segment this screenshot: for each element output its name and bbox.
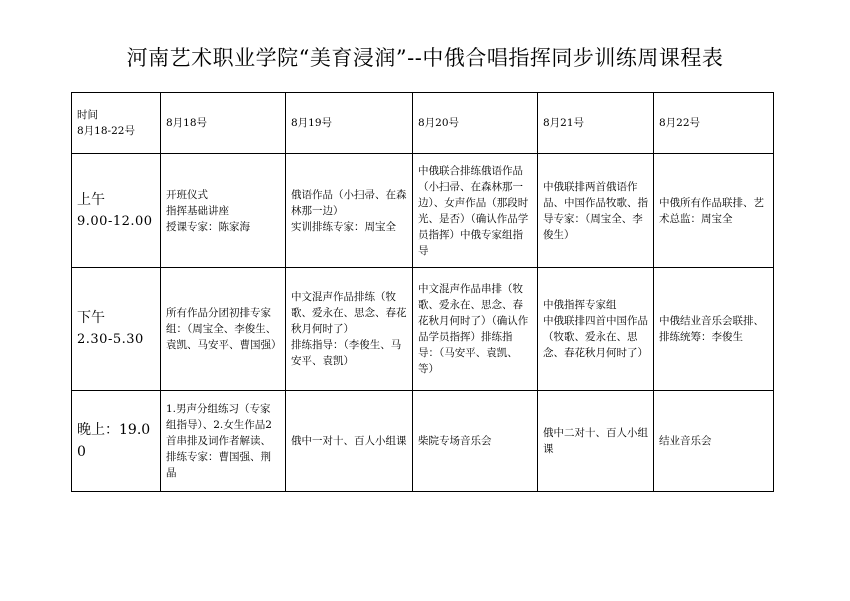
schedule-cell bbox=[413, 154, 538, 268]
day-header-cell: 8月22号 bbox=[654, 93, 774, 154]
evening-row bbox=[72, 391, 774, 492]
cell-line: 所有作品分团初排专家组：（周宝全、李俊生、袁凯、马安平、曹国强） bbox=[166, 307, 282, 351]
schedule-cell bbox=[161, 391, 286, 492]
cell-line: 授课专家：陈家海 bbox=[166, 220, 250, 233]
cell-line: 实训排练专家：周宝全 bbox=[291, 220, 396, 233]
page-title: 河南艺术职业学院“美育浸润”--中俄合唱指挥同步训练周课程表 bbox=[126, 46, 724, 70]
cell-line: 中文混声作品排练（牧歌、爱永在、思念、春花秋月何时了） bbox=[291, 291, 407, 335]
schedule-cell bbox=[654, 154, 774, 268]
time-header-label: 时间 bbox=[77, 109, 98, 121]
cell-line: 中俄结业音乐会联排、排练统筹：李俊生 bbox=[659, 315, 764, 343]
schedule-cell bbox=[538, 268, 654, 391]
day-header-cell: 8月20号 bbox=[413, 93, 538, 154]
period-label: 上午 bbox=[77, 191, 105, 208]
period-label: 下午 bbox=[77, 310, 105, 326]
schedule-cell bbox=[161, 268, 286, 391]
day-header-cell: 8月18号 bbox=[161, 93, 286, 154]
schedule-cell bbox=[538, 154, 654, 268]
schedule-cell bbox=[286, 154, 413, 268]
cell-line: 中俄联排四首中国作品（牧歌、爱永在、思念、春花秋月何时了） bbox=[543, 315, 648, 359]
schedule-cell bbox=[413, 391, 538, 492]
cell-line: 结业音乐会 bbox=[659, 435, 712, 447]
schedule-cell bbox=[538, 391, 654, 492]
cell-line: 俄中二对十、百人小组课 bbox=[543, 427, 648, 455]
afternoon-row bbox=[72, 268, 774, 391]
cell-line: 俄语作品（小扫帚、在森林那一边） bbox=[291, 188, 407, 217]
cell-line: 中文混声作品串排（牧歌、爱永在、思念、春花秋月何时了）（确认作品学员指挥）排练指导：（马安平、袁凯、等） bbox=[418, 283, 529, 375]
schedule-cell bbox=[654, 268, 774, 391]
period-label: 晚上：19.00 bbox=[77, 422, 151, 460]
time-header-cell bbox=[72, 93, 161, 154]
period-cell bbox=[72, 154, 161, 268]
schedule-cell bbox=[286, 268, 413, 391]
cell-line: 排练指导：（李俊生、马安平、袁凯） bbox=[291, 339, 402, 367]
morning-row bbox=[72, 154, 774, 268]
cell-line: 俄中一对十、百人小组课 bbox=[291, 435, 407, 447]
schedule-table bbox=[71, 92, 774, 492]
cell-line: 中俄联排两首俄语作品、中国作品牧歌、指导专家：（周宝全、李俊生） bbox=[543, 180, 648, 241]
cell-line: 开班仪式 bbox=[166, 188, 208, 201]
header-row bbox=[72, 93, 774, 154]
period-cell bbox=[72, 268, 161, 391]
schedule-cell bbox=[654, 391, 774, 492]
period-cell bbox=[72, 391, 161, 492]
period-time: 9.00-12.00 bbox=[77, 213, 153, 229]
cell-line: 1.男声分组练习（专家组指导）、2.女生作品2首串排及词作者解读、排练专家：曹国强、荆晶 bbox=[166, 403, 272, 479]
day-header-cell: 8月19号 bbox=[286, 93, 413, 154]
cell-line: 柴院专场音乐会 bbox=[418, 435, 492, 447]
schedule-cell bbox=[286, 391, 413, 492]
cell-line: 中俄所有作品联排、艺术总监：周宝全 bbox=[659, 196, 764, 225]
schedule-cell bbox=[413, 268, 538, 391]
cell-line: 中俄指挥专家组 bbox=[543, 299, 617, 311]
period-time: 2.30-5.30 bbox=[77, 332, 144, 347]
schedule-cell bbox=[161, 154, 286, 268]
cell-line: 指挥基础讲座 bbox=[166, 204, 229, 217]
day-header-cell: 8月21号 bbox=[538, 93, 654, 154]
cell-line: 中俄联合排练俄语作品（小扫帚、在森林那一边）、女声作品（那段时光、是否）（确认作品学员指挥）中俄专家组指导 bbox=[418, 164, 529, 257]
date-range-label: 8月18-22号 bbox=[77, 125, 135, 137]
